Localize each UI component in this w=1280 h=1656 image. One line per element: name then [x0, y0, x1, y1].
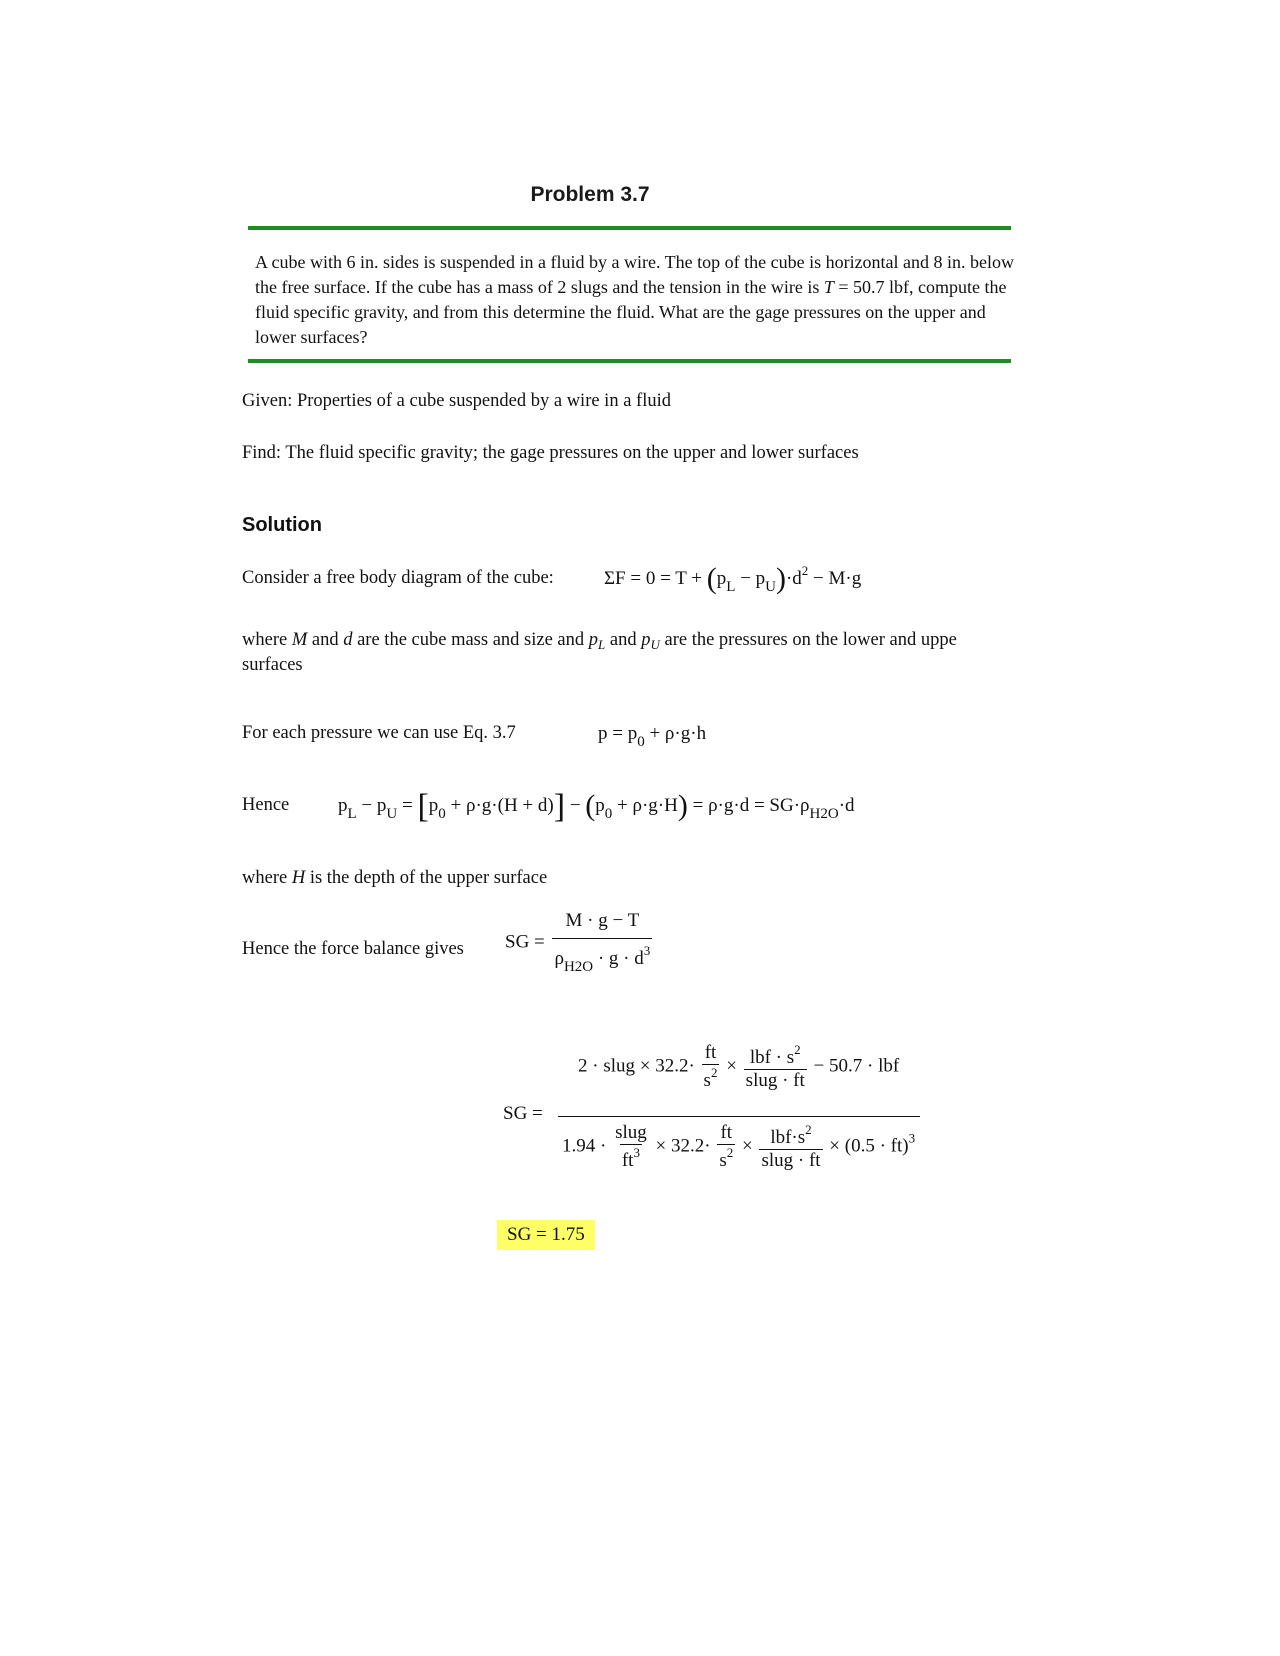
calc-n-conversion [744, 1042, 807, 1092]
where1-end: are the pressures on the lower and uppe [659, 630, 957, 650]
calc-d-lbf-text: lbf·s [770, 1127, 806, 1148]
find-text: Find: The fluid specific gravity; the gage pressures on the upper and lower surfaces [242, 443, 859, 463]
pd-open-bracket: [ [417, 788, 429, 825]
calc-d-tail: × (0.5 · ft) [829, 1135, 909, 1157]
calc-n-slugft: slug · ft [745, 1070, 805, 1091]
calc-d-density-unit [613, 1122, 649, 1172]
pd-d: + ρ·g·(H + d) [450, 795, 554, 816]
calc-d-s: s [719, 1150, 727, 1171]
hence-label: Hence [242, 795, 290, 815]
fbd-pl: p [716, 568, 727, 589]
fbd-pu: p [755, 568, 766, 589]
sg-den-exp: 3 [643, 943, 651, 958]
where-depth [242, 868, 547, 889]
calc-d-ft-exp: 3 [633, 1145, 640, 1160]
fbd-intro: Consider a free body diagram of the cube: [242, 568, 554, 588]
sg-den-rho: ρ [554, 948, 564, 969]
pd-h: = ρ·g·d = SG·ρ [692, 795, 810, 816]
pd-open-paren: ( [585, 789, 596, 822]
pd-close-bracket: ] [553, 788, 566, 825]
result-highlight: SG = 1.75 [497, 1220, 595, 1250]
where1-pl-sub: L [598, 637, 606, 652]
calc-n-lbf-text: lbf · s [749, 1047, 795, 1068]
pd-close-paren: ) [677, 789, 688, 822]
calc-n-times: × [726, 1055, 737, 1077]
calc-d-conversion [759, 1122, 822, 1172]
calc-d-lbf-exp: 2 [805, 1122, 812, 1137]
calc-d-ft-per-s2 [717, 1122, 735, 1172]
where1-pl: p [588, 630, 599, 650]
fbd-d-exp: 2 [801, 563, 809, 578]
calc-n-ft: ft [704, 1042, 717, 1063]
eq37-label: For each pressure we can use Eq. 3.7 [242, 723, 516, 743]
calc-n-lbf [748, 1042, 803, 1069]
fbd-pl-sub: L [726, 579, 736, 595]
calc-n-tail: − 50.7 · lbf [813, 1055, 900, 1077]
where1-pu-sub: U [650, 637, 660, 652]
where1-w: where [242, 630, 292, 650]
fbd-lhs: ΣF = 0 = T + [604, 568, 702, 589]
calc-d-ft2: ft [720, 1122, 733, 1143]
pd-a: p [338, 795, 348, 816]
pd-e: − [569, 795, 581, 816]
sg-formula-fraction [552, 910, 654, 976]
where2-w: where [242, 868, 292, 888]
sg-formula-denominator [552, 938, 652, 976]
where2-rest: is the depth of the upper surface [305, 868, 548, 888]
calc-d1: 1.94 · [562, 1135, 607, 1157]
pd-c-sub: 0 [438, 806, 446, 822]
pd-b: − p [361, 795, 387, 816]
where1-mid: are the cube mass and size and [352, 630, 589, 650]
calc-d-lbf [768, 1122, 813, 1149]
fbd-minus: − [740, 568, 751, 589]
fbd-pu-sub: U [765, 579, 776, 595]
eq37-rhs: + ρ·g·h [649, 723, 707, 744]
pd-i: ·d [838, 795, 855, 816]
statement-part2: = 50.7 lbf, compute the fluid specific gravity, and from this determine the fluid. What are the gage pressures on the upper and lower surfaces? [255, 277, 1007, 347]
statement-part1: A cube with 6 in. sides is suspended in a fluid by a wire. The top of the cube is horizontal and 8 in. below the free surface. If the cube has a mass of 2 slugs and the tension in the wire is [255, 252, 1015, 297]
where1-pu: p [641, 630, 651, 650]
where-mass-size [242, 630, 957, 653]
pd-a-sub: L [347, 806, 357, 822]
where1-and2: and [605, 630, 642, 650]
calc-d-ft: ft [621, 1150, 634, 1171]
pd-eq: = [401, 795, 413, 816]
pd-g: + ρ·g·H [617, 795, 678, 816]
eq37-sub: 0 [637, 734, 645, 750]
sg-numeric-numerator [578, 1042, 899, 1092]
where-mass-size-line2: surfaces [242, 655, 303, 675]
calc-d-s-exp: 2 [726, 1145, 734, 1160]
fbd-open-paren: ( [706, 562, 717, 595]
calc-n-ft-per-s2 [702, 1042, 720, 1092]
pd-f: p [595, 795, 605, 816]
sg-den-rest: · g · d [597, 948, 644, 969]
pd-b-sub: U [386, 806, 398, 822]
pd-h-sub: H2O [809, 806, 839, 822]
force-balance-label: Hence the force balance gives [242, 939, 464, 959]
calc-d-ft3 [620, 1144, 642, 1172]
calc-d-slug: slug [615, 1122, 647, 1143]
where1-m: M [291, 630, 308, 650]
pd-c: p [428, 795, 439, 816]
page-title: Problem 3.7 [530, 183, 650, 206]
where2-h: H [291, 868, 306, 888]
solution-heading: Solution [242, 514, 322, 536]
calc-d2: × 32.2· [655, 1135, 711, 1157]
calc-n-s-exp: 2 [710, 1065, 718, 1080]
fbd-tail: − M·g [813, 568, 862, 589]
eq37-lhs: p = p [598, 723, 638, 744]
calc-d-slugft: slug · ft [761, 1150, 821, 1171]
calc-n-lbf-exp: 2 [794, 1042, 801, 1057]
where1-d: d [343, 630, 353, 650]
sg-den-sub: H2O [563, 959, 594, 975]
sg-formula [505, 910, 655, 976]
calc-d-times: × [741, 1135, 753, 1157]
sg-formula-numerator: M · g − T [565, 910, 640, 931]
calc-d-tail-exp: 3 [908, 1130, 916, 1146]
sg-numeric-denominator [562, 1122, 915, 1172]
eq37-equation [598, 723, 706, 751]
sg-numeric-fraction-bar [558, 1116, 920, 1117]
where1-and1: and [307, 630, 344, 650]
sg-formula-lhs: SG = [505, 931, 545, 953]
fbd-equation [604, 562, 861, 596]
statement-var-t: T [823, 277, 834, 297]
pd-f-sub: 0 [604, 806, 613, 822]
fbd-close-paren: ) [775, 562, 786, 595]
given-text: Given: Properties of a cube suspended by a wire in a fluid [242, 391, 671, 411]
bottom-rule [248, 359, 1011, 363]
sg-numeric-lhs: SG = [503, 1103, 543, 1124]
top-rule [248, 226, 1011, 230]
calc-n1: 2 · slug × 32.2· [578, 1055, 695, 1077]
calc-n-s2 [702, 1064, 720, 1092]
calc-d-s2 [717, 1144, 735, 1172]
pressure-difference-equation [338, 788, 855, 826]
fbd-d: ·d [785, 568, 802, 589]
calc-n-s: s [703, 1070, 711, 1091]
problem-statement [255, 250, 1025, 350]
